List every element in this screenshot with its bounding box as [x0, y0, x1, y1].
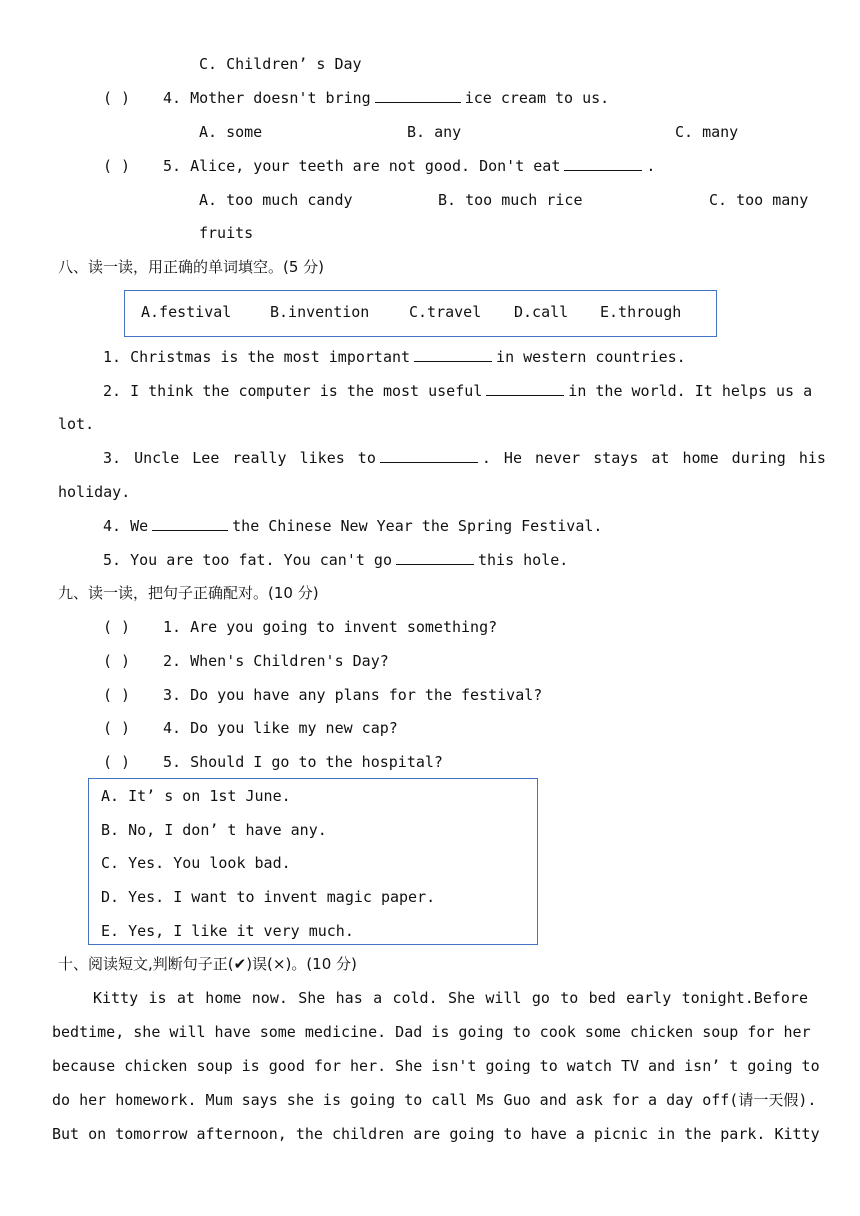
answer-paren[interactable]: ( ) — [103, 618, 131, 636]
section-9-heading: 九、读一读，把句子正确配对。(10 分) — [58, 584, 319, 602]
answer-paren[interactable]: ( ) — [103, 686, 131, 704]
match-question-5: ( ) 5. Should I go to the hospital? — [103, 753, 443, 771]
passage-line-4: do her homework. Mum says she is going to call Ms Guo and ask for a day off(请一天假). — [52, 1091, 817, 1109]
answer-option-d: D. Yes. I want to invent magic paper. — [101, 888, 436, 906]
match-question-3: ( ) 3. Do you have any plans for the festival? — [103, 686, 543, 704]
q5-option-b: B. too much rice — [438, 191, 583, 209]
passage-line-1: Kitty is at home now. She has a cold. She will go to bed early tonight.Before — [93, 989, 808, 1007]
q4-option-a: A. some — [199, 123, 263, 141]
question-5: ( ) 5. Alice, your teeth are not good. Don't eat . — [103, 157, 656, 175]
match-question-2: ( ) 2. When's Children's Day? — [103, 652, 389, 670]
word-bank-a: A.festival — [141, 303, 232, 321]
q4-option-b: B. any — [407, 123, 462, 141]
match-question-1: ( ) 1. Are you going to invent something? — [103, 618, 498, 636]
section-10-heading: 十、阅读短文,判断句子正(✔)误(×)。(10 分) — [58, 955, 357, 973]
answer-paren[interactable]: ( ) — [103, 157, 131, 175]
fill-item-1: 1. Christmas is the most important in western countries. — [103, 348, 686, 366]
answer-option-b: B. No, I don’ t have any. — [101, 821, 327, 839]
passage-line-5: But on tomorrow afternoon, the children are going to have a picnic in the park. Kitty — [52, 1125, 820, 1143]
section-8-heading: 八、读一读，用正确的单词填空。(5 分) — [58, 258, 325, 276]
passage-line-3: because chicken soup is good for her. She isn't going to watch TV and isn’ t going to — [52, 1057, 820, 1075]
answer-blank[interactable] — [375, 88, 461, 103]
fill-item-4: 4. We the Chinese New Year the Spring Festival. — [103, 517, 603, 535]
word-bank-c: C.travel — [409, 303, 482, 321]
word-bank-e: E.through — [600, 303, 682, 321]
q3-option-c: C. Children’ s Day — [199, 55, 362, 73]
fill-item-3-cont: holiday. — [58, 483, 131, 501]
answer-paren[interactable]: ( ) — [103, 652, 131, 670]
answer-blank[interactable] — [152, 516, 228, 531]
question-4: ( ) 4. Mother doesn't bring ice cream to us. — [103, 89, 610, 107]
q5-option-a: A. too much candy — [199, 191, 353, 209]
q4-option-c: C. many — [675, 123, 739, 141]
answer-option-a: A. It’ s on 1st June. — [101, 787, 291, 805]
fill-item-5: 5. You are too fat. You can't go this hole. — [103, 551, 569, 569]
fill-item-2: 2. I think the computer is the most useful in the world. It helps us a — [103, 382, 813, 400]
answer-option-c: C. Yes. You look bad. — [101, 854, 291, 872]
answer-paren[interactable]: ( ) — [103, 753, 131, 771]
answer-paren[interactable]: ( ) — [103, 719, 131, 737]
q5-option-c: C. too many — [709, 191, 809, 209]
answer-paren[interactable]: ( ) — [103, 89, 131, 107]
answer-blank[interactable] — [396, 550, 474, 565]
match-question-4: ( ) 4. Do you like my new cap? — [103, 719, 398, 737]
answer-blank[interactable] — [486, 381, 564, 396]
word-bank-b: B.invention — [270, 303, 370, 321]
answer-blank[interactable] — [414, 347, 492, 362]
fill-item-2-cont: lot. — [58, 415, 95, 433]
answer-blank[interactable] — [380, 448, 478, 463]
answer-blank[interactable] — [564, 156, 642, 171]
passage-line-2: bedtime, she will have some medicine. Dad is going to cook some chicken soup for her — [52, 1023, 811, 1041]
q5-option-c-cont: fruits — [199, 224, 254, 242]
word-bank-d: D.call — [514, 303, 569, 321]
answer-option-e: E. Yes, I like it very much. — [101, 922, 354, 940]
fill-item-3: 3. Uncle Lee really likes to . He never stays at home during his — [103, 449, 826, 467]
